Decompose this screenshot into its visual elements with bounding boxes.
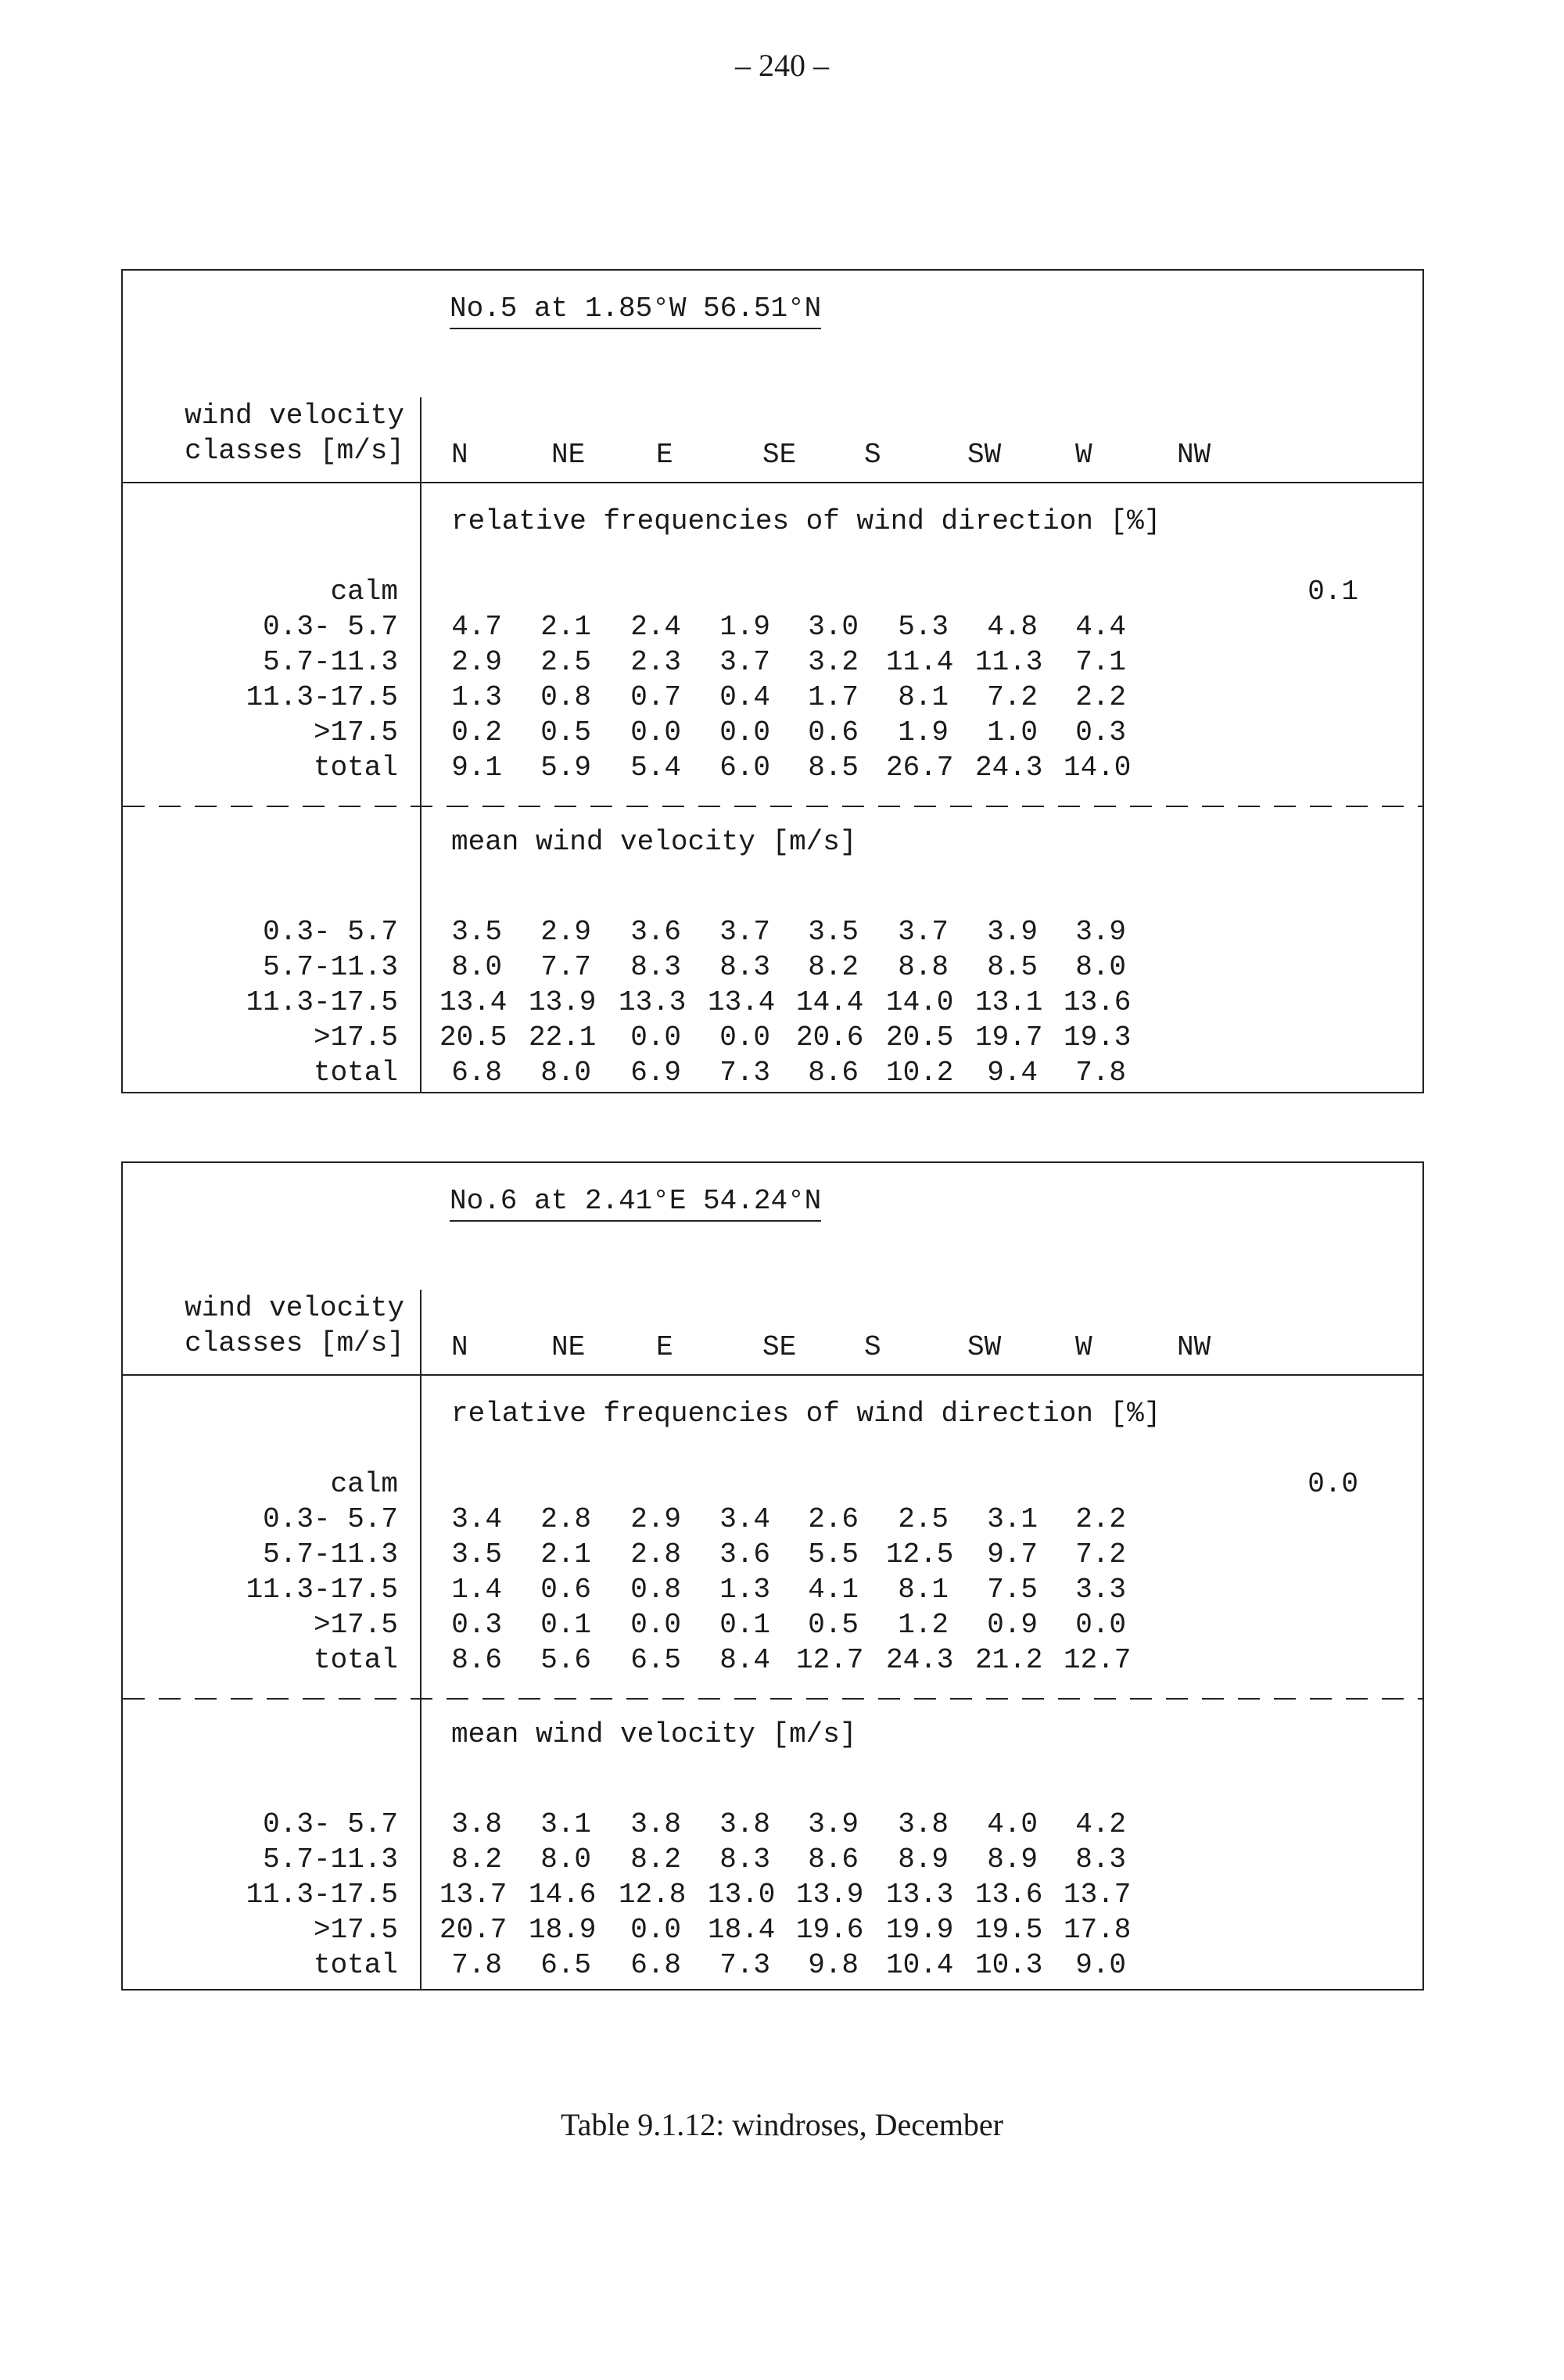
frequency-row-cell: 24.3	[886, 1644, 954, 1676]
frequency-row-cell: 8.4	[719, 1644, 770, 1676]
frequency-row-cell: 8.5	[808, 752, 859, 784]
mean-velocity-row-cell: 13.6	[1064, 986, 1132, 1018]
header-line-2: classes [m/s]	[185, 435, 404, 467]
mean-velocity-row-label: 0.3- 5.7	[263, 916, 398, 948]
mean-velocity-row-cell: 7.3	[719, 1057, 770, 1089]
direction-header: NE	[551, 1331, 586, 1363]
frequency-row-cell: 5.5	[808, 1538, 859, 1571]
mean-velocity-row-cell: 3.8	[898, 1808, 949, 1840]
frequency-row-cell: 2.9	[451, 646, 502, 678]
mean-velocity-row-cell: 3.1	[540, 1808, 591, 1840]
frequency-row-cell: 0.3	[1075, 716, 1126, 748]
direction-header: N	[451, 439, 468, 471]
station-title: No.6 at 2.41°E 54.24°N	[450, 1185, 821, 1222]
mean-velocity-row-cell: 22.1	[529, 1021, 597, 1054]
mean-velocity-row-cell: 3.8	[630, 1808, 681, 1840]
mean-velocity-row-cell: 8.0	[540, 1843, 591, 1876]
mean-velocity-row-cell: 8.0	[451, 951, 502, 983]
header-line-2: classes [m/s]	[185, 1327, 404, 1359]
frequency-row-cell: 2.6	[808, 1503, 859, 1535]
frequency-row-cell: 0.5	[540, 716, 591, 748]
mean-velocity-row-cell: 18.4	[708, 1914, 776, 1946]
windrose-table-no6	[121, 1161, 1424, 1991]
direction-header: W	[1075, 439, 1092, 471]
mean-velocity-row-cell: 2.9	[540, 916, 591, 948]
mean-velocity-row-cell: 3.7	[719, 916, 770, 948]
direction-header: SE	[762, 1331, 797, 1363]
calm-label: calm	[330, 1468, 398, 1500]
header-line-1: wind velocity	[185, 400, 404, 432]
frequency-row-cell: 2.5	[898, 1503, 949, 1535]
station-title: No.5 at 1.85°W 56.51°N	[450, 293, 821, 329]
frequency-row-cell: 7.2	[987, 681, 1038, 713]
mean-velocity-row-cell: 12.8	[619, 1879, 687, 1911]
frequency-row-cell: 1.9	[719, 611, 770, 643]
frequency-row-cell: 5.9	[540, 752, 591, 784]
direction-header: N	[451, 1331, 468, 1363]
frequency-row-cell: 8.6	[451, 1644, 502, 1676]
frequency-row-cell: 3.1	[987, 1503, 1038, 1535]
mean-velocity-row-cell: 19.6	[796, 1914, 864, 1946]
mean-velocity-row-cell: 6.8	[451, 1057, 502, 1089]
mean-velocity-row-cell: 8.2	[808, 951, 859, 983]
frequency-row-cell: 4.1	[808, 1574, 859, 1606]
direction-header: E	[656, 1331, 673, 1363]
mean-velocity-row-cell: 7.3	[719, 1949, 770, 1981]
frequency-row-cell: 4.7	[451, 611, 502, 643]
mean-velocity-row-cell: 13.4	[708, 986, 776, 1018]
frequency-row-cell: 0.1	[719, 1609, 770, 1641]
mean-velocity-row-cell: 7.8	[451, 1949, 502, 1981]
direction-header: SW	[967, 1331, 1002, 1363]
frequency-row-cell: 0.0	[630, 716, 681, 748]
mean-velocity-row-label: total	[313, 1949, 398, 1981]
mean-velocity-row-cell: 17.8	[1064, 1914, 1132, 1946]
mean-velocity-row-cell: 8.2	[451, 1843, 502, 1876]
mean-velocity-row-cell: 13.1	[975, 986, 1043, 1018]
frequency-row-cell: 3.5	[451, 1538, 502, 1571]
direction-header: NW	[1177, 1331, 1211, 1363]
frequency-row-cell: 5.3	[898, 611, 949, 643]
frequency-row-cell: 3.4	[719, 1503, 770, 1535]
mean-velocity-row-cell: 13.4	[439, 986, 508, 1018]
frequency-row-cell: 9.7	[987, 1538, 1038, 1571]
frequency-row-cell: 0.6	[808, 716, 859, 748]
mean-velocity-row-label: >17.5	[313, 1914, 398, 1946]
calm-label: calm	[330, 576, 398, 608]
frequency-row-cell: 0.2	[451, 716, 502, 748]
frequency-row-cell: 4.8	[987, 611, 1038, 643]
mean-velocity-row-cell: 9.8	[808, 1949, 859, 1981]
frequency-row-cell: 24.3	[975, 752, 1043, 784]
mean-velocity-row-cell: 8.6	[808, 1057, 859, 1089]
frequency-row-cell: 8.1	[898, 681, 949, 713]
frequency-row-cell: 1.3	[451, 681, 502, 713]
frequency-row-cell: 2.5	[540, 646, 591, 678]
mean-velocity-row-cell: 0.0	[630, 1021, 681, 1054]
direction-header: SE	[762, 439, 797, 471]
mean-velocity-row-cell: 8.3	[1075, 1843, 1126, 1876]
direction-header: S	[864, 439, 881, 471]
frequency-row-cell: 26.7	[886, 752, 954, 784]
frequency-row-cell: 7.2	[1075, 1538, 1126, 1571]
frequency-row-cell: 1.4	[451, 1574, 502, 1606]
frequency-row-cell: 0.0	[1075, 1609, 1126, 1641]
mean-velocity-row-cell: 3.7	[898, 916, 949, 948]
mean-velocity-row-cell: 18.9	[529, 1914, 597, 1946]
mean-velocity-row-label: >17.5	[313, 1021, 398, 1054]
direction-header: E	[656, 439, 673, 471]
frequency-row-label: >17.5	[313, 1609, 398, 1641]
mean-velocity-row-cell: 10.2	[886, 1057, 954, 1089]
mean-velocity-row-cell: 7.8	[1075, 1057, 1126, 1089]
mean-velocity-row-cell: 0.0	[719, 1021, 770, 1054]
header-line-1: wind velocity	[185, 1292, 404, 1324]
mean-velocity-row-cell: 14.4	[796, 986, 864, 1018]
column-divider	[420, 1290, 421, 1989]
header-rule	[123, 482, 1422, 483]
mean-velocity-row-cell: 4.0	[987, 1808, 1038, 1840]
frequency-row-cell: 3.6	[719, 1538, 770, 1571]
frequency-row-cell: 4.4	[1075, 611, 1126, 643]
frequency-row-label: 11.3-17.5	[246, 1574, 398, 1606]
mean-velocity-row-cell: 8.0	[540, 1057, 591, 1089]
frequency-row-cell: 14.0	[1064, 752, 1132, 784]
frequency-row-cell: 2.3	[630, 646, 681, 678]
mean-velocity-row-cell: 14.6	[529, 1879, 597, 1911]
mean-velocity-row-cell: 13.7	[1064, 1879, 1132, 1911]
frequency-row-cell: 7.1	[1075, 646, 1126, 678]
mean-velocity-row-cell: 6.8	[630, 1949, 681, 1981]
mean-velocity-row-label: total	[313, 1057, 398, 1089]
mean-velocity-row-label: 5.7-11.3	[263, 951, 398, 983]
frequency-row-label: total	[313, 1644, 398, 1676]
frequency-row-label: 5.7-11.3	[263, 646, 398, 678]
frequency-row-cell: 0.3	[451, 1609, 502, 1641]
direction-header: W	[1075, 1331, 1092, 1363]
frequency-section-title: relative frequencies of wind direction [%]	[451, 1398, 1161, 1430]
frequency-row-cell: 7.5	[987, 1574, 1038, 1606]
header-rule	[123, 1374, 1422, 1376]
mean-velocity-row-cell: 13.9	[529, 986, 597, 1018]
frequency-row-cell: 0.5	[808, 1609, 859, 1641]
mean-velocity-row-cell: 10.3	[975, 1949, 1043, 1981]
frequency-row-cell: 0.9	[987, 1609, 1038, 1641]
frequency-row-cell: 1.7	[808, 681, 859, 713]
frequency-row-cell: 3.4	[451, 1503, 502, 1535]
mean-velocity-row-cell: 8.3	[719, 1843, 770, 1876]
mean-velocity-row-cell: 14.0	[886, 986, 954, 1018]
frequency-row-label: 0.3- 5.7	[263, 1503, 398, 1535]
mean-velocity-row-cell: 3.8	[719, 1808, 770, 1840]
frequency-row-cell: 2.1	[540, 611, 591, 643]
mean-velocity-row-label: 11.3-17.5	[246, 1879, 398, 1911]
mean-velocity-row-cell: 7.7	[540, 951, 591, 983]
mean-velocity-row-cell: 8.6	[808, 1843, 859, 1876]
frequency-row-cell: 2.2	[1075, 681, 1126, 713]
mean-velocity-row-cell: 10.4	[886, 1949, 954, 1981]
frequency-row-cell: 2.8	[630, 1538, 681, 1571]
frequency-row-cell: 2.8	[540, 1503, 591, 1535]
frequency-row-label: 5.7-11.3	[263, 1538, 398, 1571]
windrose-table-no5	[121, 269, 1424, 1093]
mean-velocity-row-cell: 3.9	[808, 1808, 859, 1840]
mean-velocity-row-cell: 20.7	[439, 1914, 508, 1946]
mean-velocity-row-cell: 13.9	[796, 1879, 864, 1911]
frequency-row-cell: 6.0	[719, 752, 770, 784]
frequency-row-cell: 12.7	[1064, 1644, 1132, 1676]
frequency-row-cell: 0.7	[630, 681, 681, 713]
frequency-row-label: 0.3- 5.7	[263, 611, 398, 643]
frequency-row-cell: 21.2	[975, 1644, 1043, 1676]
frequency-row-cell: 1.2	[898, 1609, 949, 1641]
mean-velocity-row-cell: 3.5	[451, 916, 502, 948]
frequency-row-cell: 8.1	[898, 1574, 949, 1606]
section-divider	[123, 806, 1422, 807]
mean-velocity-row-cell: 8.9	[987, 1843, 1038, 1876]
mean-velocity-section-title: mean wind velocity [m/s]	[451, 826, 857, 858]
mean-velocity-row-cell: 13.7	[439, 1879, 508, 1911]
mean-velocity-row-cell: 8.2	[630, 1843, 681, 1876]
mean-velocity-row-cell: 13.3	[619, 986, 687, 1018]
frequency-row-cell: 0.8	[540, 681, 591, 713]
frequency-row-cell: 0.8	[630, 1574, 681, 1606]
frequency-row-cell: 0.1	[540, 1609, 591, 1641]
frequency-row-cell: 12.7	[796, 1644, 864, 1676]
frequency-row-cell: 2.9	[630, 1503, 681, 1535]
mean-velocity-row-cell: 8.0	[1075, 951, 1126, 983]
mean-velocity-row-cell: 3.9	[1075, 916, 1126, 948]
frequency-row-cell: 9.1	[451, 752, 502, 784]
mean-velocity-row-label: 11.3-17.5	[246, 986, 398, 1018]
direction-header: NE	[551, 439, 586, 471]
mean-velocity-row-cell: 19.5	[975, 1914, 1043, 1946]
frequency-row-cell: 0.0	[719, 716, 770, 748]
frequency-row-label: total	[313, 752, 398, 784]
frequency-row-cell: 3.7	[719, 646, 770, 678]
table-caption: Table 9.1.12: windroses, December	[561, 2107, 1003, 2142]
frequency-row-cell: 2.2	[1075, 1503, 1126, 1535]
calm-value: 0.1	[1308, 576, 1358, 608]
mean-velocity-row-cell: 8.9	[898, 1843, 949, 1876]
frequency-row-cell: 2.1	[540, 1538, 591, 1571]
frequency-row-cell: 0.6	[540, 1574, 591, 1606]
frequency-row-label: 11.3-17.5	[246, 681, 398, 713]
mean-velocity-row-cell: 20.5	[886, 1021, 954, 1054]
frequency-row-cell: 0.0	[630, 1609, 681, 1641]
mean-velocity-row-cell: 13.6	[975, 1879, 1043, 1911]
mean-velocity-row-cell: 8.8	[898, 951, 949, 983]
frequency-row-cell: 3.2	[808, 646, 859, 678]
page-number: – 240 –	[735, 48, 829, 83]
frequency-row-cell: 5.4	[630, 752, 681, 784]
mean-velocity-row-cell: 3.5	[808, 916, 859, 948]
column-divider	[420, 397, 421, 1092]
mean-velocity-row-cell: 6.9	[630, 1057, 681, 1089]
frequency-row-cell: 3.0	[808, 611, 859, 643]
mean-velocity-row-cell: 8.5	[987, 951, 1038, 983]
mean-velocity-row-cell: 9.0	[1075, 1949, 1126, 1981]
frequency-row-label: >17.5	[313, 716, 398, 748]
frequency-row-cell: 11.3	[975, 646, 1043, 678]
mean-velocity-row-cell: 0.0	[630, 1914, 681, 1946]
frequency-section-title: relative frequencies of wind direction [%]	[451, 505, 1161, 537]
mean-velocity-row-cell: 8.3	[630, 951, 681, 983]
mean-velocity-row-cell: 8.3	[719, 951, 770, 983]
frequency-row-cell: 11.4	[886, 646, 954, 678]
mean-velocity-row-cell: 20.5	[439, 1021, 508, 1054]
mean-velocity-row-cell: 3.6	[630, 916, 681, 948]
direction-header: S	[864, 1331, 881, 1363]
frequency-row-cell: 1.9	[898, 716, 949, 748]
mean-velocity-row-cell: 3.8	[451, 1808, 502, 1840]
frequency-row-cell: 0.4	[719, 681, 770, 713]
frequency-row-cell: 6.5	[630, 1644, 681, 1676]
mean-velocity-row-cell: 4.2	[1075, 1808, 1126, 1840]
mean-velocity-row-cell: 20.6	[796, 1021, 864, 1054]
frequency-row-cell: 12.5	[886, 1538, 954, 1571]
calm-value: 0.0	[1308, 1468, 1358, 1500]
mean-velocity-row-cell: 19.9	[886, 1914, 954, 1946]
frequency-row-cell: 1.0	[987, 716, 1038, 748]
mean-velocity-row-cell: 13.3	[886, 1879, 954, 1911]
mean-velocity-row-cell: 3.9	[987, 916, 1038, 948]
mean-velocity-row-label: 0.3- 5.7	[263, 1808, 398, 1840]
frequency-row-cell: 5.6	[540, 1644, 591, 1676]
mean-velocity-section-title: mean wind velocity [m/s]	[451, 1718, 857, 1750]
mean-velocity-row-cell: 6.5	[540, 1949, 591, 1981]
section-divider	[123, 1698, 1422, 1700]
mean-velocity-row-label: 5.7-11.3	[263, 1843, 398, 1876]
mean-velocity-row-cell: 19.3	[1064, 1021, 1132, 1054]
mean-velocity-row-cell: 9.4	[987, 1057, 1038, 1089]
direction-header: SW	[967, 439, 1002, 471]
frequency-row-cell: 3.3	[1075, 1574, 1126, 1606]
frequency-row-cell: 1.3	[719, 1574, 770, 1606]
frequency-row-cell: 2.4	[630, 611, 681, 643]
mean-velocity-row-cell: 13.0	[708, 1879, 776, 1911]
mean-velocity-row-cell: 19.7	[975, 1021, 1043, 1054]
direction-header: NW	[1177, 439, 1211, 471]
